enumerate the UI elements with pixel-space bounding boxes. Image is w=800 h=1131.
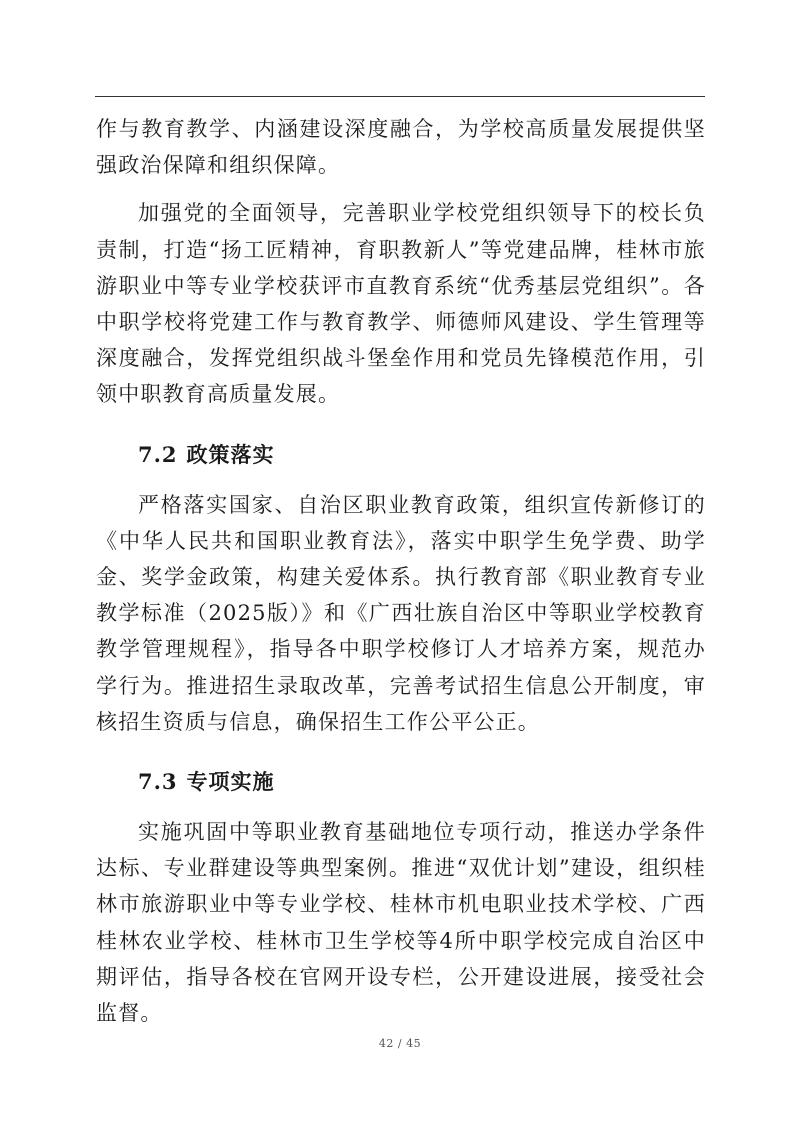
paragraph-special-implementation: 实施巩固中等职业教育基础地位专项行动，推送办学条件达标、专业群建设等典型案例。推进“双优计划”建设，组织桂林市旅游职业中等专业学校、桂林市机电职业技术学校、广西桂林农业学校、桂林市卫生学校等4所中职学校完成自治区中期评估，指导各校在官网开设专栏，公开建设进展，接受社会监督。	[96, 820, 706, 1026]
header-rule	[95, 96, 705, 97]
section-heading-7-2	[96, 437, 706, 473]
section-number: 7.2	[138, 441, 178, 467]
section-number: 7.3	[138, 769, 178, 795]
document-body	[96, 111, 706, 1031]
section-title: 专项实施	[186, 769, 275, 795]
section-heading-7-3	[96, 764, 706, 800]
paragraph-party-leadership: 加强党的全面领导，完善职业学校党组织领导下的校长负责制，打造“扬工匠精神，育职教新人”等党建品牌，桂林市旅游职业中等专业学校获评市直教育系统“优秀基层党组织”。各中职学校将党建工作与教育教学、师德师风建设、学生管理等深度融合，发挥党组织战斗堡垒作用和党员先锋模范作用，引领中职教育高质量发展。	[96, 201, 706, 407]
paragraph-policy-implementation: 严格落实国家、自治区职业教育政策，组织宣传新修订的《中华人民共和国职业教育法》，落实中职学生免学费、助学金、奖学金政策，构建关爱体系。执行教育部《职业教育专业教学标准（2025版）》和《广西壮族自治区中等职业学校教育教学管理规程》，指导各中职学校修订人才培养方案，规范办学行为。推进招生录取改革，完善考试招生信息公开制度，审核招生资质与信息，确保招生工作公平公正。	[96, 492, 706, 734]
section-title: 政策落实	[186, 441, 275, 467]
page-number: 42 / 45	[378, 1037, 422, 1050]
continued-paragraph: 作与教育教学、内涵建设深度融合，为学校高质量发展提供坚强政治保障和组织保障。	[96, 117, 706, 178]
